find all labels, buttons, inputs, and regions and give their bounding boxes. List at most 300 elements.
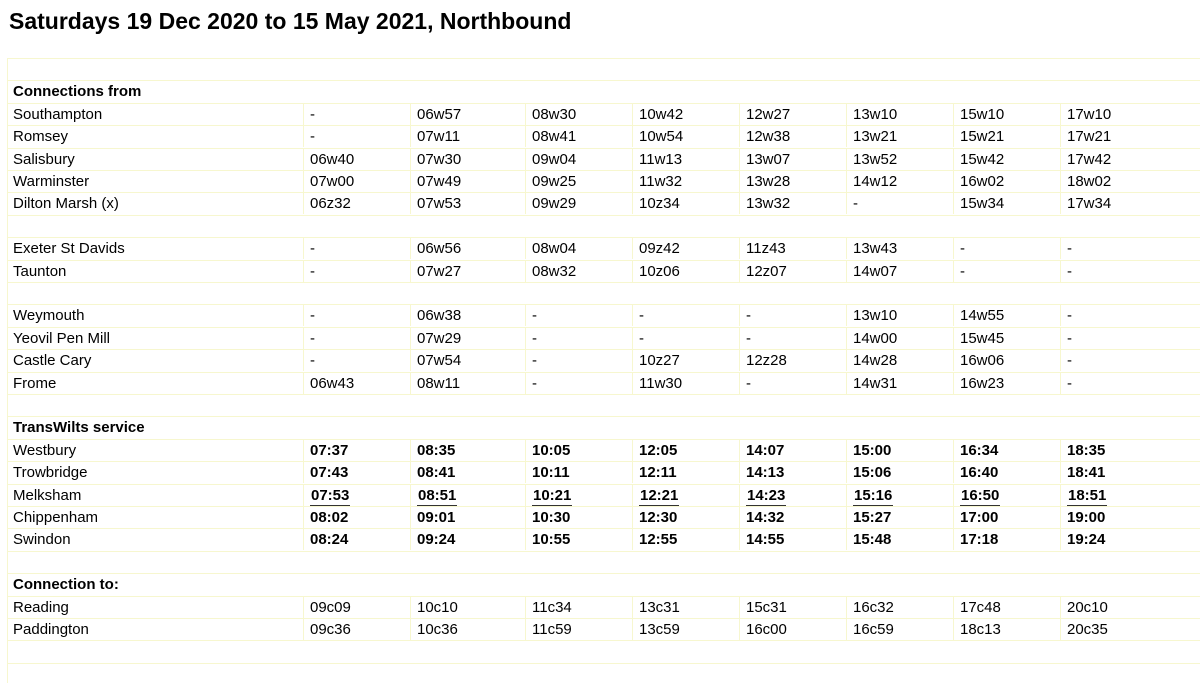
time-cell xyxy=(953,350,1060,371)
time-cell xyxy=(525,328,632,349)
section-header-row xyxy=(7,573,1200,595)
time-cell xyxy=(846,193,953,214)
time-cell xyxy=(525,305,632,326)
table-row xyxy=(7,103,1200,125)
time-value: 09:24 xyxy=(417,531,456,549)
time-cell xyxy=(632,440,739,461)
time-cell xyxy=(953,261,1060,282)
time-cell xyxy=(303,328,410,349)
time-value: - xyxy=(310,352,315,370)
time-cell xyxy=(1060,261,1200,282)
time-value: 19:00 xyxy=(1067,509,1106,526)
time-value: 10:30 xyxy=(532,509,571,526)
time-cell xyxy=(303,193,410,214)
time-cell xyxy=(953,462,1060,483)
time-cell xyxy=(303,171,410,192)
time-value: 10z34 xyxy=(639,195,680,213)
time-value: 07w27 xyxy=(417,262,462,280)
time-value: 15w45 xyxy=(960,329,1005,347)
time-value: 16c00 xyxy=(746,621,787,638)
time-value: - xyxy=(532,307,537,325)
time-value: 12w38 xyxy=(746,128,791,146)
time-value: 13w28 xyxy=(746,173,791,190)
time-cell xyxy=(953,171,1060,192)
time-value: 15w10 xyxy=(960,105,1005,123)
time-value: 18:51 xyxy=(1068,486,1107,504)
table-row xyxy=(7,148,1200,170)
time-cell xyxy=(303,373,410,394)
station-name: Frome xyxy=(13,374,57,392)
time-value: 18c13 xyxy=(960,621,1001,638)
time-value: 13w21 xyxy=(853,128,898,146)
time-cell xyxy=(1060,373,1200,394)
time-cell xyxy=(739,126,846,147)
time-cell xyxy=(525,193,632,214)
table-row xyxy=(7,372,1200,394)
time-value: 13w10 xyxy=(853,105,898,123)
time-value: 07w00 xyxy=(310,173,355,190)
time-value: - xyxy=(532,329,537,347)
time-cell xyxy=(632,126,739,147)
time-value: 08w11 xyxy=(417,374,461,392)
time-value: 10w54 xyxy=(639,128,684,146)
time-value: 12w27 xyxy=(746,105,791,123)
time-cell xyxy=(410,328,525,349)
time-cell xyxy=(525,373,632,394)
time-cell xyxy=(303,350,410,371)
time-cell xyxy=(525,171,632,192)
time-value: 06w57 xyxy=(417,105,462,123)
time-cell xyxy=(953,149,1060,170)
time-value: 17:00 xyxy=(960,509,999,526)
time-cell xyxy=(953,529,1060,550)
table-row xyxy=(7,260,1200,282)
time-value: 18w02 xyxy=(1067,173,1112,190)
time-value: - xyxy=(1067,240,1072,258)
time-value: 08w04 xyxy=(532,240,577,258)
time-value: - xyxy=(960,262,965,280)
time-cell xyxy=(1060,619,1200,640)
station-name: Taunton xyxy=(13,262,67,280)
time-cell xyxy=(303,126,410,147)
time-value: 12:21 xyxy=(640,486,679,504)
time-cell xyxy=(525,507,632,528)
time-cell xyxy=(632,238,739,259)
spacer-row xyxy=(7,551,1200,573)
time-cell xyxy=(739,440,846,461)
time-value: - xyxy=(960,240,965,258)
time-value: 08:51 xyxy=(418,486,457,504)
time-cell xyxy=(846,440,953,461)
spacer-row xyxy=(7,58,1200,80)
time-cell xyxy=(846,485,953,506)
time-value: 10:05 xyxy=(532,441,571,459)
time-value: 10c36 xyxy=(417,621,458,638)
time-value: 19:24 xyxy=(1067,531,1106,549)
time-cell xyxy=(410,529,525,550)
time-value: 10z06 xyxy=(639,262,680,280)
time-cell xyxy=(410,193,525,214)
time-value: 14:32 xyxy=(746,509,785,526)
time-value: - xyxy=(310,262,315,280)
time-cell xyxy=(410,440,525,461)
time-cell xyxy=(525,149,632,170)
time-value: 16w02 xyxy=(960,173,1005,190)
time-cell xyxy=(739,104,846,125)
time-cell xyxy=(410,149,525,170)
time-value: 15:48 xyxy=(853,531,892,549)
time-cell xyxy=(953,104,1060,125)
time-cell xyxy=(846,305,953,326)
time-cell xyxy=(1060,305,1200,326)
time-cell xyxy=(632,193,739,214)
time-value: 09w29 xyxy=(532,195,577,213)
time-cell xyxy=(632,507,739,528)
time-value: 15w21 xyxy=(960,128,1005,146)
time-value: 14:13 xyxy=(746,464,785,482)
time-cell xyxy=(410,597,525,618)
time-value: 07:37 xyxy=(310,441,349,459)
time-value: 13w10 xyxy=(853,307,898,325)
time-cell xyxy=(525,350,632,371)
time-value: 08w32 xyxy=(532,262,577,280)
time-value: 12:30 xyxy=(639,509,678,526)
time-cell xyxy=(303,597,410,618)
time-value: 12:11 xyxy=(639,464,677,482)
time-cell xyxy=(410,507,525,528)
spacer-row xyxy=(7,663,1200,685)
time-cell xyxy=(739,149,846,170)
table-row xyxy=(7,125,1200,147)
time-cell xyxy=(739,529,846,550)
time-cell xyxy=(739,507,846,528)
time-value: - xyxy=(1067,262,1072,280)
time-cell xyxy=(525,126,632,147)
time-value: 14:55 xyxy=(746,531,785,549)
time-cell xyxy=(303,238,410,259)
section-header: TransWilts service xyxy=(13,419,145,437)
time-value: - xyxy=(853,195,858,213)
time-value: - xyxy=(1067,307,1072,325)
time-value: 09:01 xyxy=(417,509,456,526)
table-row xyxy=(7,304,1200,326)
time-cell xyxy=(303,305,410,326)
time-cell xyxy=(953,328,1060,349)
timetable xyxy=(7,58,1200,683)
time-value: 08:02 xyxy=(310,509,349,526)
time-cell xyxy=(632,619,739,640)
table-row xyxy=(7,170,1200,192)
time-cell xyxy=(846,149,953,170)
section-header-row xyxy=(7,80,1200,102)
time-cell xyxy=(303,261,410,282)
time-cell xyxy=(303,462,410,483)
time-cell xyxy=(846,261,953,282)
time-value: - xyxy=(310,128,315,146)
time-value: 10:21 xyxy=(533,486,572,504)
time-value: - xyxy=(1067,329,1072,347)
time-cell xyxy=(1060,507,1200,528)
time-cell xyxy=(739,193,846,214)
time-value: 16w06 xyxy=(960,352,1005,370)
time-cell xyxy=(410,350,525,371)
time-cell xyxy=(739,238,846,259)
time-cell xyxy=(1060,485,1200,506)
time-value: 06w38 xyxy=(417,307,462,325)
time-value: 17w42 xyxy=(1067,150,1112,168)
time-cell xyxy=(410,104,525,125)
time-cell xyxy=(410,171,525,192)
time-cell xyxy=(632,597,739,618)
table-row xyxy=(7,506,1200,528)
time-value: - xyxy=(639,329,644,347)
time-cell xyxy=(739,261,846,282)
time-cell xyxy=(410,261,525,282)
time-cell xyxy=(632,328,739,349)
time-value: 08:24 xyxy=(310,531,349,549)
time-value: 16:34 xyxy=(960,441,999,459)
time-value: 17:18 xyxy=(960,531,999,549)
time-value: - xyxy=(310,329,315,347)
time-cell xyxy=(846,104,953,125)
station-name: Exeter St Davids xyxy=(13,240,125,258)
time-cell xyxy=(739,350,846,371)
time-value: 14:07 xyxy=(746,441,785,459)
time-cell xyxy=(303,149,410,170)
station-name: Melksham xyxy=(13,486,82,504)
time-value: 16w23 xyxy=(960,374,1005,392)
time-cell xyxy=(1060,149,1200,170)
time-cell xyxy=(739,171,846,192)
time-value: 17w10 xyxy=(1067,105,1112,123)
time-cell xyxy=(739,597,846,618)
time-value: 18:41 xyxy=(1067,464,1106,482)
time-cell xyxy=(525,529,632,550)
time-cell xyxy=(953,597,1060,618)
time-cell xyxy=(632,171,739,192)
station-name: Dilton Marsh (x) xyxy=(13,195,119,213)
spacer-row xyxy=(7,282,1200,304)
time-value: 11c59 xyxy=(532,621,572,638)
time-value: 12z28 xyxy=(746,352,787,370)
time-cell xyxy=(410,238,525,259)
time-cell xyxy=(632,529,739,550)
time-value: 13w52 xyxy=(853,150,898,168)
time-value: 14:23 xyxy=(747,486,786,504)
time-value: 10z27 xyxy=(639,352,680,370)
time-value: 09c36 xyxy=(310,621,351,638)
time-cell xyxy=(739,485,846,506)
time-value: - xyxy=(532,374,537,392)
time-cell xyxy=(846,350,953,371)
time-cell xyxy=(739,328,846,349)
time-cell xyxy=(632,305,739,326)
time-cell xyxy=(1060,171,1200,192)
time-value: 07:43 xyxy=(310,464,349,482)
station-name: Swindon xyxy=(13,531,71,549)
page-title: Saturdays 19 Dec 2020 to 15 May 2021, Northbound xyxy=(9,8,572,34)
station-name: Reading xyxy=(13,598,69,616)
time-value: 09w25 xyxy=(532,173,577,190)
time-cell xyxy=(632,373,739,394)
time-value: - xyxy=(746,374,751,392)
station-name: Weymouth xyxy=(13,307,85,325)
time-value: 14w07 xyxy=(853,262,898,280)
time-value: 10:11 xyxy=(532,464,570,482)
time-value: 13w32 xyxy=(746,195,791,213)
time-value: 16c59 xyxy=(853,621,894,638)
table-row xyxy=(7,349,1200,371)
time-cell xyxy=(410,305,525,326)
time-cell xyxy=(846,507,953,528)
time-value: 15:06 xyxy=(853,464,892,482)
time-cell xyxy=(525,597,632,618)
time-value: 10c10 xyxy=(417,598,458,616)
time-cell xyxy=(632,485,739,506)
time-value: - xyxy=(1067,374,1072,392)
station-name: Trowbridge xyxy=(13,464,88,482)
time-value: 14w31 xyxy=(853,374,898,392)
time-cell xyxy=(1060,238,1200,259)
time-cell xyxy=(410,373,525,394)
section-header: Connection to: xyxy=(13,576,119,594)
station-name: Southampton xyxy=(13,105,103,123)
table-row xyxy=(7,484,1200,506)
table-row xyxy=(7,528,1200,550)
time-value: 14w12 xyxy=(853,173,898,190)
time-cell xyxy=(953,238,1060,259)
time-value: 13c59 xyxy=(639,621,680,638)
time-value: 13w43 xyxy=(853,240,898,258)
table-row xyxy=(7,192,1200,214)
table-row xyxy=(7,237,1200,259)
time-value: 09z42 xyxy=(639,240,680,258)
section-header: Connections from xyxy=(13,83,142,101)
time-value: 12z07 xyxy=(746,262,787,280)
time-value: 11w32 xyxy=(639,173,683,190)
time-value: 13c31 xyxy=(639,598,680,616)
time-value: - xyxy=(746,307,751,325)
time-value: 15w34 xyxy=(960,195,1005,213)
time-cell xyxy=(525,462,632,483)
time-value: 12:55 xyxy=(639,531,678,549)
time-value: 08w30 xyxy=(532,105,577,123)
time-value: 15c31 xyxy=(746,598,787,616)
spacer-row xyxy=(7,215,1200,237)
time-cell xyxy=(846,462,953,483)
time-value: 17c48 xyxy=(960,598,1001,616)
table-row xyxy=(7,439,1200,461)
time-value: 07w54 xyxy=(417,352,462,370)
time-cell xyxy=(739,462,846,483)
station-name: Chippenham xyxy=(13,509,99,526)
station-name: Paddington xyxy=(13,621,89,638)
time-cell xyxy=(632,462,739,483)
time-cell xyxy=(303,529,410,550)
time-value: 13w07 xyxy=(746,150,791,168)
time-cell xyxy=(1060,597,1200,618)
time-value: 08w41 xyxy=(532,128,577,146)
time-cell xyxy=(739,373,846,394)
time-cell xyxy=(953,619,1060,640)
time-value: 07w11 xyxy=(417,128,461,146)
time-value: 14w00 xyxy=(853,329,898,347)
time-cell xyxy=(1060,350,1200,371)
time-value: 15w42 xyxy=(960,150,1005,168)
time-cell xyxy=(303,485,410,506)
time-value: 07w49 xyxy=(417,173,462,190)
time-value: 08:41 xyxy=(417,464,456,482)
time-value: 12:05 xyxy=(639,441,678,459)
time-cell xyxy=(410,485,525,506)
time-cell xyxy=(1060,462,1200,483)
time-value: 11c34 xyxy=(532,598,572,616)
time-value: 07w30 xyxy=(417,150,462,168)
table-row xyxy=(7,461,1200,483)
time-value: 16c32 xyxy=(853,598,894,616)
time-cell xyxy=(410,619,525,640)
time-value: 07w53 xyxy=(417,195,462,213)
time-cell xyxy=(846,597,953,618)
time-cell xyxy=(1060,126,1200,147)
time-cell xyxy=(1060,529,1200,550)
time-cell xyxy=(1060,104,1200,125)
time-cell xyxy=(632,350,739,371)
time-cell xyxy=(846,328,953,349)
spacer-row xyxy=(7,640,1200,662)
time-cell xyxy=(846,373,953,394)
station-name: Yeovil Pen Mill xyxy=(13,329,110,347)
station-name: Westbury xyxy=(13,441,77,459)
time-value: 06w40 xyxy=(310,150,355,168)
station-name: Romsey xyxy=(13,128,69,146)
time-value: - xyxy=(1067,352,1072,370)
time-cell xyxy=(632,104,739,125)
table-row xyxy=(7,596,1200,618)
time-cell xyxy=(410,126,525,147)
time-cell xyxy=(953,485,1060,506)
time-value: 18:35 xyxy=(1067,441,1106,459)
time-cell xyxy=(739,619,846,640)
spacer-row xyxy=(7,394,1200,416)
time-cell xyxy=(632,261,739,282)
time-value: 14w28 xyxy=(853,352,898,370)
time-value: 08:35 xyxy=(417,441,456,459)
time-cell xyxy=(953,440,1060,461)
time-cell xyxy=(846,529,953,550)
time-cell xyxy=(525,440,632,461)
time-value: 16:50 xyxy=(961,486,1000,504)
section-header-row xyxy=(7,416,1200,438)
time-value: 17w34 xyxy=(1067,195,1112,213)
time-cell xyxy=(303,619,410,640)
time-value: 06w56 xyxy=(417,240,462,258)
time-value: 07w29 xyxy=(417,329,462,347)
time-value: - xyxy=(310,307,315,325)
time-cell xyxy=(525,261,632,282)
time-cell xyxy=(632,149,739,170)
time-value: 10:55 xyxy=(532,531,571,549)
time-cell xyxy=(846,126,953,147)
time-value: 20c10 xyxy=(1067,598,1108,616)
time-value: 07:53 xyxy=(311,486,350,504)
station-name: Castle Cary xyxy=(13,352,92,370)
table-row xyxy=(7,327,1200,349)
time-value: - xyxy=(746,329,751,347)
time-value: 10w42 xyxy=(639,105,684,123)
station-name: Salisbury xyxy=(13,150,75,168)
time-value: 11w13 xyxy=(639,150,683,168)
